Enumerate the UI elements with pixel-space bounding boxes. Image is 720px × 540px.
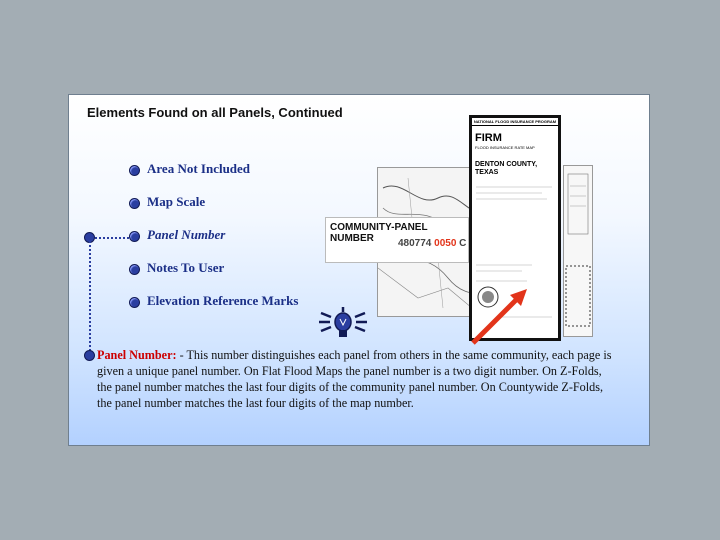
bullet-dot-icon — [129, 198, 140, 209]
connector-vertical — [89, 237, 91, 355]
firm-subtitle: FLOOD INSURANCE RATE MAP — [475, 145, 535, 150]
slide-title: Elements Found on all Panels, Continued — [87, 105, 343, 120]
bullet-dot-icon — [129, 165, 140, 176]
description-text: - This number distinguishes each panel from others in the same community, each page is given a unique panel number. On Flat Flood Maps the panel number is a two digit number. On Z-Folds, the panel number matches the last four digits of the community panel number. On Countywide Z-Folds, the panel number matches the last four digits of the map number. — [97, 348, 612, 410]
panel-number-description — [97, 347, 617, 411]
community-panel-number: 480774 0050 C — [398, 238, 467, 249]
bullet-dot-icon — [129, 264, 140, 275]
firm-title: FIRM — [475, 132, 502, 144]
bullet-dot-icon — [129, 297, 140, 308]
community-panel-label: COMMUNITY-PANEL NUMBER — [330, 222, 428, 244]
slide — [68, 94, 650, 446]
connector-horizontal — [91, 237, 129, 239]
bullet-panel-number: Panel Number — [129, 227, 225, 243]
bullet-area-not-included: Area Not Included — [129, 161, 250, 177]
connector-dot-icon — [84, 350, 95, 361]
bullet-notes-to-user: Notes To User — [129, 260, 224, 276]
lightbulb-icon — [319, 307, 367, 346]
firm-header: NATIONAL FLOOD INSURANCE PROGRAM — [473, 119, 557, 124]
bullet-map-scale: Map Scale — [129, 194, 205, 210]
bullet-dot-icon — [129, 231, 140, 242]
description-term: Panel Number: — [97, 348, 177, 362]
firm-county: DENTON COUNTY, TEXAS — [475, 161, 538, 176]
bullet-elevation-reference-marks: Elevation Reference Marks — [129, 293, 298, 309]
